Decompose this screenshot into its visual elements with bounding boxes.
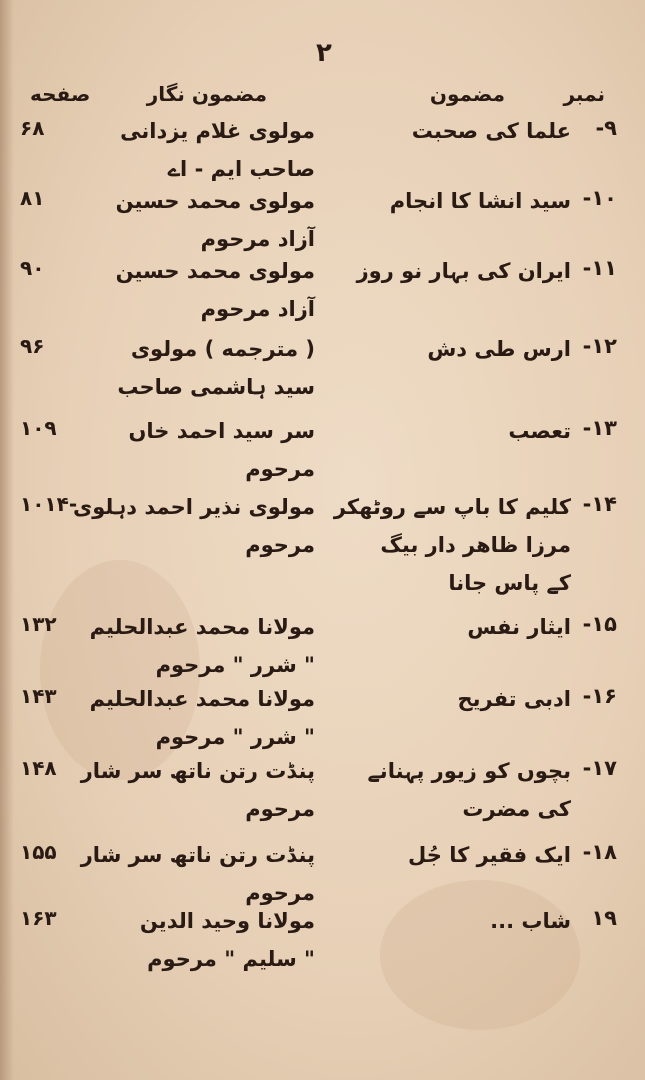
entry-author: سر سید احمد خاں مرحوم xyxy=(128,419,315,481)
entry-author: ( مترجمه ) مولوی سید ہاشمی صاحب xyxy=(117,337,315,399)
entry-page: ۱۰۱۴- xyxy=(20,492,78,516)
entry-number: ۱۴- xyxy=(582,492,617,516)
entry-page: ۱۵۵ xyxy=(20,840,57,864)
entry-title: ایران کی بہار نو روز xyxy=(356,259,571,283)
entry-author: مولانا محمد عبدالحلیم " شرر " مرحوم xyxy=(89,615,315,677)
entry-title: بچوں کو زیور پہنانے کی مضرت xyxy=(367,759,571,821)
entry-author: پنڈت رتن ناتھ سر شار مرحوم xyxy=(80,759,315,821)
entry-page: ۸۱ xyxy=(20,186,45,210)
entry-title: ایثار نفس xyxy=(467,615,571,639)
entry-page: ۶۸ xyxy=(20,116,45,140)
header-author: مضمون نگار xyxy=(146,82,267,106)
entry-author: پنڈت رتن ناتھ سر شار مرحوم xyxy=(80,843,315,905)
entry-title: ایک فقیر کا جُل xyxy=(408,843,571,867)
entry-number: ۱۳- xyxy=(582,416,617,440)
entry-title: تعصب xyxy=(508,419,571,443)
entry-title: شاب ... xyxy=(490,909,571,933)
entry-title: کلیم کا باپ سے روٹھکر مرزا ظاهر دار بیگ کے پاس جانا xyxy=(333,495,571,595)
entry-page: ۱۰۹ xyxy=(20,416,57,440)
entry-page: ۱۳۲ xyxy=(20,612,57,636)
entry-author: مولوی محمد حسین آزاد مرحوم xyxy=(115,259,315,321)
page-number: ۲ xyxy=(316,38,332,68)
header-page: صفحه xyxy=(30,82,91,106)
entry-author: مولوی محمد حسین آزاد مرحوم xyxy=(115,189,315,251)
entry-number: ۱۱- xyxy=(582,256,617,280)
header-number: نمبر xyxy=(563,82,605,106)
entry-number: ۱۲- xyxy=(582,334,617,358)
entry-title: ارس طی دش xyxy=(427,337,571,361)
entry-page: ۹۰ xyxy=(20,256,45,280)
entry-number: ۱۸- xyxy=(582,840,617,864)
entry-number: ۱۶- xyxy=(582,684,617,708)
entry-page: ۱۴۳ xyxy=(20,684,57,708)
entry-page: ۱۶۳ xyxy=(20,906,57,930)
entry-author: مولانا محمد عبدالحلیم " شرر " مرحوم xyxy=(89,687,315,749)
entry-page: ۹۶ xyxy=(20,334,45,358)
header-subject: مضمون xyxy=(429,82,505,106)
entry-number: ۹- xyxy=(595,116,617,140)
entry-author: مولوی نذیر احمد دہلوی مرحوم xyxy=(73,495,315,557)
entry-title: ادبی تفریح xyxy=(457,687,571,711)
page-edge xyxy=(0,0,14,1080)
entry-author: مولانا وحید الدین " سلیم " مرحوم xyxy=(139,909,315,971)
entry-author: مولوی غلام یزدانی صاحب ایم - اے xyxy=(120,119,315,181)
entry-number: ۱۰- xyxy=(582,186,617,210)
entry-number: ۱۵- xyxy=(582,612,617,636)
entry-number: ۱۷- xyxy=(582,756,617,780)
entry-title: سید انشا کا انجام xyxy=(389,189,571,213)
entry-title: علما کی صحبت xyxy=(411,119,571,143)
entry-number: ۱۹ xyxy=(591,906,617,930)
entry-page: ۱۴۸ xyxy=(20,756,57,780)
